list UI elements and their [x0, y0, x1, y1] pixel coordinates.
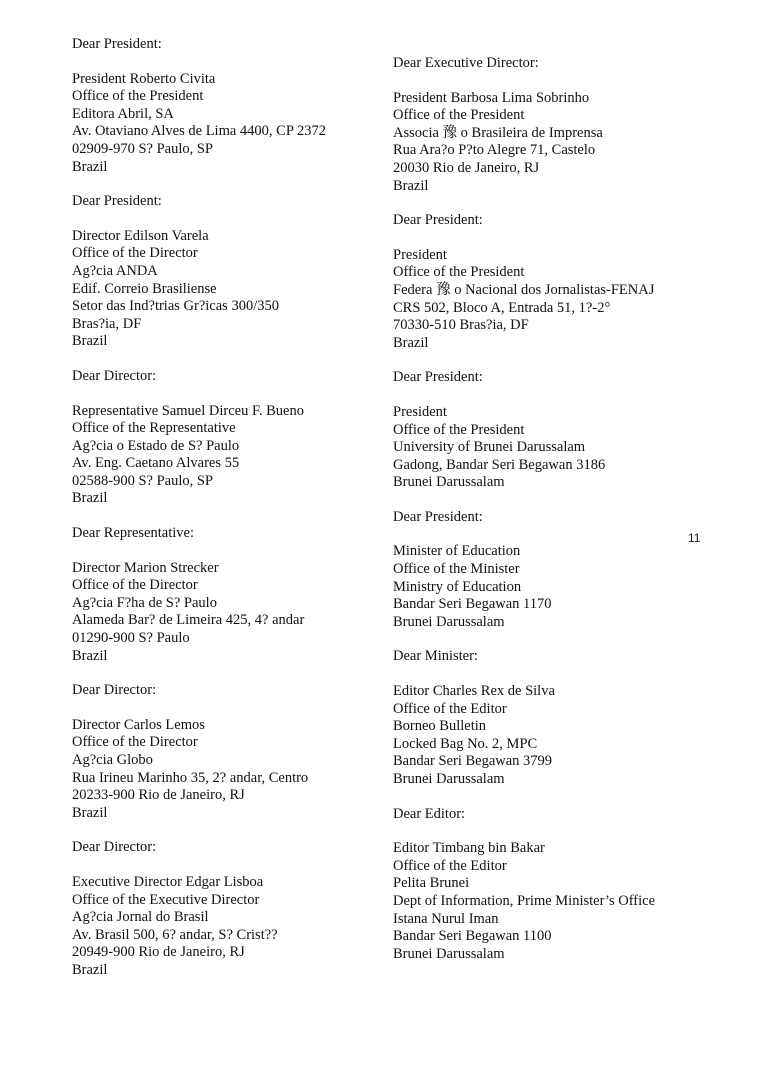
- address-line: Setor das Ind?trias Gr?icas 300/350: [72, 298, 279, 315]
- salutation: [72, 368, 382, 386]
- address-line: 20030 Rio de Janeiro, RJ: [393, 159, 540, 176]
- salutation: [393, 806, 683, 824]
- address-line: Brazil: [393, 334, 429, 351]
- address-line: Representative Samuel Dirceu F. Bueno: [72, 402, 304, 419]
- salutation-text: Dear Director:: [72, 367, 157, 384]
- address-line: Federa 豫 o Nacional dos Jornalistas-FENAJ: [393, 281, 655, 298]
- address-line: Editor Timbang bin Bakar: [393, 840, 545, 857]
- address-line: Alameda Bar? de Limeira 425, 4? andar: [72, 612, 305, 629]
- salutation-text: Dear Representative:: [72, 525, 194, 542]
- salutation-text: Dear Director:: [72, 682, 157, 699]
- address-line: 20949-900 Rio de Janeiro, RJ: [72, 944, 245, 961]
- salutation-text: Dear President:: [393, 212, 483, 229]
- address-line: President: [393, 246, 447, 263]
- salutation: [393, 648, 683, 666]
- address-line: Brunei Darussalam: [393, 771, 505, 787]
- address-line: Ag?cia Globo: [72, 752, 153, 768]
- address-line: Office of the President: [72, 88, 204, 105]
- address-line: Office of the Director: [72, 734, 198, 751]
- salutation-text: Dear Minister:: [393, 648, 478, 665]
- address-block: [72, 228, 382, 351]
- right-address-column: [393, 55, 683, 980]
- address-line: Director Edilson Varela: [72, 227, 209, 244]
- address-line: Director Marion Strecker: [72, 559, 219, 576]
- address-line: Bandar Seri Begawan 1170: [393, 596, 552, 613]
- address-block: [72, 874, 382, 980]
- address-line: Brunei Darussalam: [393, 945, 505, 962]
- address-line: Rua Ara?o P?to Alegre 71, Castelo: [393, 142, 596, 159]
- address-line: Brazil: [72, 647, 108, 664]
- address-block: [393, 840, 683, 963]
- address-line: President Barbosa Lima Sobrinho: [393, 89, 590, 106]
- address-line: Rua Irineu Marinho 35, 2? andar, Centro: [72, 769, 309, 786]
- salutation-text: Dear Executive Director:: [393, 55, 539, 71]
- address-line: Office of the Editor: [393, 700, 507, 717]
- address-line: Bras?ia, DF: [72, 315, 142, 332]
- address-line: Office of the President: [393, 107, 525, 124]
- address-block: [393, 404, 683, 492]
- salutation-text: Dear President:: [393, 369, 483, 386]
- page-number: 11: [688, 531, 701, 545]
- salutation: [393, 212, 683, 230]
- address-line: Office of the Minister: [393, 561, 520, 578]
- address-line: Office of the Director: [72, 245, 198, 262]
- address-line: Office of the Editor: [393, 857, 507, 874]
- salutation: [72, 36, 382, 54]
- address-line: Brunei Darussalam: [393, 474, 505, 491]
- address-line: Ministry of Education: [393, 578, 522, 595]
- address-line: Brazil: [72, 961, 108, 978]
- address-line: Minister of Education: [393, 543, 521, 560]
- address-line: Editor Charles Rex de Silva: [393, 683, 555, 700]
- address-line: 20233-900 Rio de Janeiro, RJ: [72, 787, 245, 804]
- address-line: Av. Otaviano Alves de Lima 4400, CP 2372: [72, 123, 326, 140]
- address-line: Av. Eng. Caetano Alvares 55: [72, 455, 240, 472]
- salutation: [72, 682, 382, 700]
- salutation: [393, 369, 683, 387]
- address-line: Office of the Representative: [72, 420, 236, 437]
- salutation: [393, 509, 683, 527]
- address-line: Office of the Director: [72, 577, 198, 594]
- address-block: [393, 247, 683, 353]
- address-line: Brunei Darussalam: [393, 613, 505, 630]
- address-line: Office of the Executive Director: [72, 891, 260, 908]
- address-line: Ag?cia o Estado de S? Paulo: [72, 437, 240, 454]
- address-line: Brazil: [72, 158, 108, 175]
- address-line: Office of the President: [393, 421, 525, 438]
- salutation-text: Dear Editor:: [393, 805, 466, 822]
- address-line: Brazil: [72, 490, 108, 507]
- address-line: Brazil: [393, 177, 429, 194]
- address-line: 70330-510 Bras?ia, DF: [393, 317, 529, 334]
- address-block: [72, 560, 382, 666]
- address-line: Executive Director Edgar Lisboa: [72, 873, 264, 890]
- address-block: [72, 403, 382, 509]
- address-block: [393, 683, 683, 789]
- address-line: CRS 502, Bloco A, Entrada 51, 1?-2°: [393, 299, 611, 316]
- address-line: Director Carlos Lemos: [72, 716, 205, 733]
- address-line: Brazil: [72, 333, 108, 350]
- salutation: [72, 193, 382, 211]
- left-address-column: [72, 36, 382, 997]
- address-line: Pelita Brunei: [393, 875, 470, 892]
- address-line: President: [393, 403, 447, 420]
- address-line: Associa 豫 o Brasileira de Imprensa: [393, 124, 603, 141]
- address-line: Dept of Information, Prime Minister’s Office: [393, 892, 656, 909]
- address-line: Borneo Bulletin: [393, 718, 487, 735]
- address-line: Edif. Correio Brasiliense: [72, 280, 217, 297]
- salutation: [393, 55, 683, 73]
- address-block: [393, 543, 683, 631]
- address-line: Gadong, Bandar Seri Begawan 3186: [393, 456, 606, 473]
- address-block: [393, 90, 683, 196]
- address-block: [72, 717, 382, 823]
- salutation-text: Dear Director:: [72, 839, 157, 856]
- address-line: President Roberto Civita: [72, 70, 216, 87]
- address-block: [72, 71, 382, 177]
- salutation: [72, 525, 382, 543]
- address-line: 02909-970 S? Paulo, SP: [72, 140, 213, 157]
- salutation-text: Dear President:: [393, 508, 483, 525]
- address-line: 01290-900 S? Paulo: [72, 630, 190, 647]
- salutation-text: Dear President:: [72, 193, 162, 210]
- address-line: Office of the President: [393, 264, 525, 281]
- address-line: Bandar Seri Begawan 1100: [393, 928, 552, 945]
- address-line: Ag?cia ANDA: [72, 262, 158, 279]
- address-line: Ag?cia F?ha de S? Paulo: [72, 594, 217, 611]
- address-line: Locked Bag No. 2, MPC: [393, 735, 538, 752]
- address-line: Av. Brasil 500, 6? andar, S? Crist??: [72, 926, 278, 943]
- address-line: Ag?cia Jornal do Brasil: [72, 909, 209, 926]
- address-line: Editora Abril, SA: [72, 105, 174, 122]
- salutation-text: Dear President:: [72, 36, 162, 52]
- address-line: Brazil: [72, 804, 108, 821]
- address-line: Istana Nurul Iman: [393, 910, 499, 927]
- salutation: [72, 839, 382, 857]
- address-line: Bandar Seri Begawan 3799: [393, 753, 553, 770]
- address-line: University of Brunei Darussalam: [393, 439, 586, 456]
- address-line: 02588-900 S? Paulo, SP: [72, 472, 213, 489]
